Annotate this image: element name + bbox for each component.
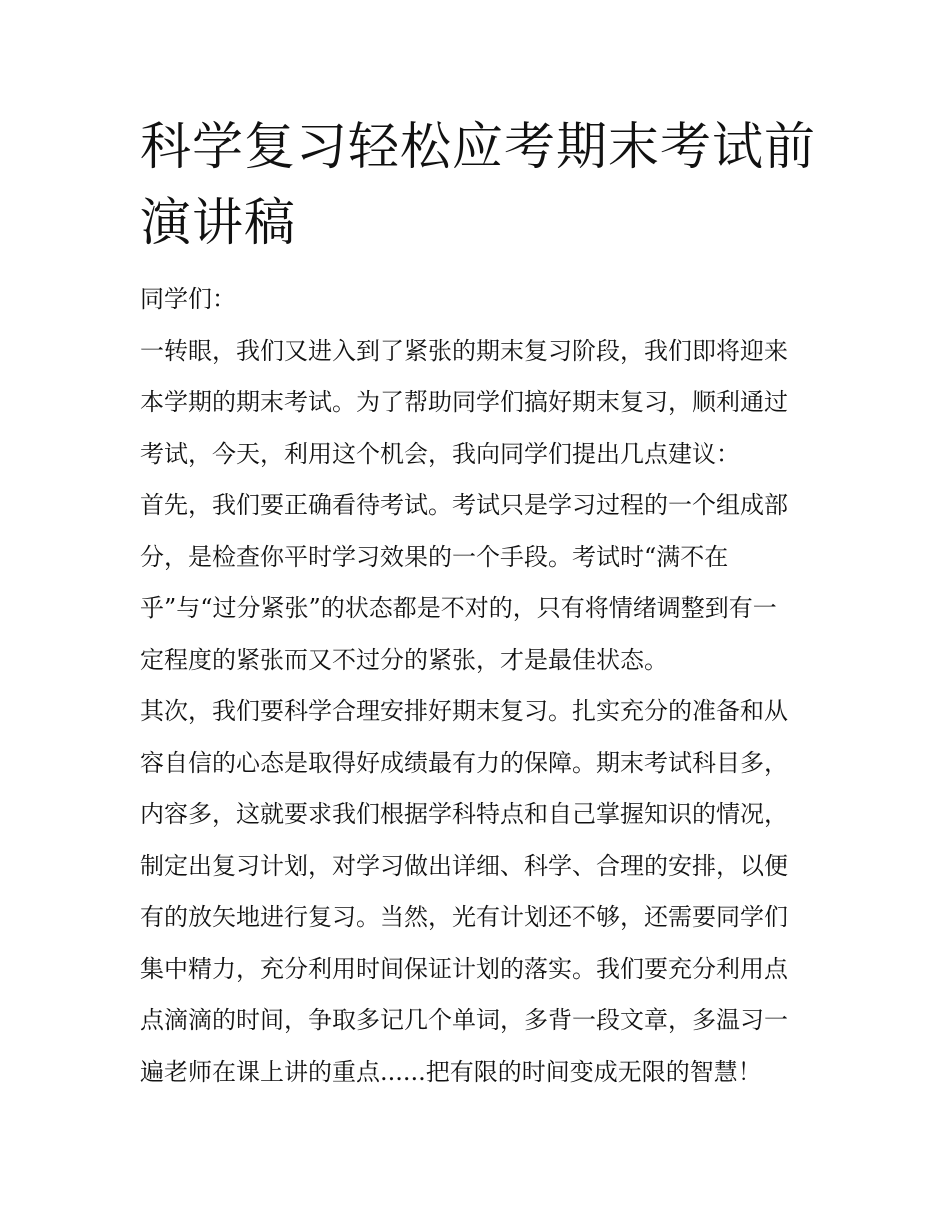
first-point-paragraph <box>140 480 812 686</box>
text-line: 遍老师在课上讲的重点......把有限的时间变成无限的智慧！ <box>140 1057 762 1086</box>
text-line: 首先，我们要正确看待考试。考试只是学习过程的一个组成部 <box>140 491 788 519</box>
text-line: 制定出复习计划，对学习做出详细、科学、合理的安排，以便 <box>140 851 788 880</box>
document-page <box>140 110 817 1098</box>
document-body <box>140 274 812 1098</box>
text-line: 内容多，这就要求我们根据学科特点和自己掌握知识的情况， <box>140 800 788 828</box>
intro-paragraph <box>140 326 812 481</box>
text-line: 乎”与“过分紧张”的状态都是不对的，只有将情绪调整到有一 <box>140 594 777 622</box>
title-line: 科学复习轻松应考期末考试前 <box>140 118 817 177</box>
text-line: 一转眼，我们又进入到了紧张的期末复习阶段，我们即将迎来 <box>140 336 788 365</box>
text-line: 考试，今天，利用这个机会，我向同学们提出几点建议： <box>140 439 740 468</box>
text-line: 其次，我们要科学合理安排好期末复习。扎实充分的准备和从 <box>140 697 788 725</box>
title-line: 演讲稿 <box>140 194 297 253</box>
text-line: 定程度的紧张而又不过分的紧张，才是最佳状态。 <box>140 645 668 674</box>
text-line: 同学们： <box>140 285 236 313</box>
second-point-paragraph <box>140 686 812 1098</box>
document-title <box>140 110 817 262</box>
text-line: 有的放矢地进行复习。当然，光有计划还不够，还需要同学们 <box>140 903 788 931</box>
text-line: 点滴滴的时间，争取多记几个单词，多背一段文章，多温习一 <box>140 1006 788 1034</box>
text-line: 分，是检查你平时学习效果的一个手段。考试时“满不在 <box>140 542 729 571</box>
text-line: 容自信的心态是取得好成绩最有力的保障。期末考试科目多， <box>140 748 788 777</box>
text-line: 本学期的期末考试。为了帮助同学们搞好期末复习，顺利通过 <box>140 388 788 416</box>
salutation-paragraph <box>140 274 812 326</box>
text-line: 集中精力，充分利用时间保证计划的落实。我们要充分利用点 <box>140 954 788 983</box>
